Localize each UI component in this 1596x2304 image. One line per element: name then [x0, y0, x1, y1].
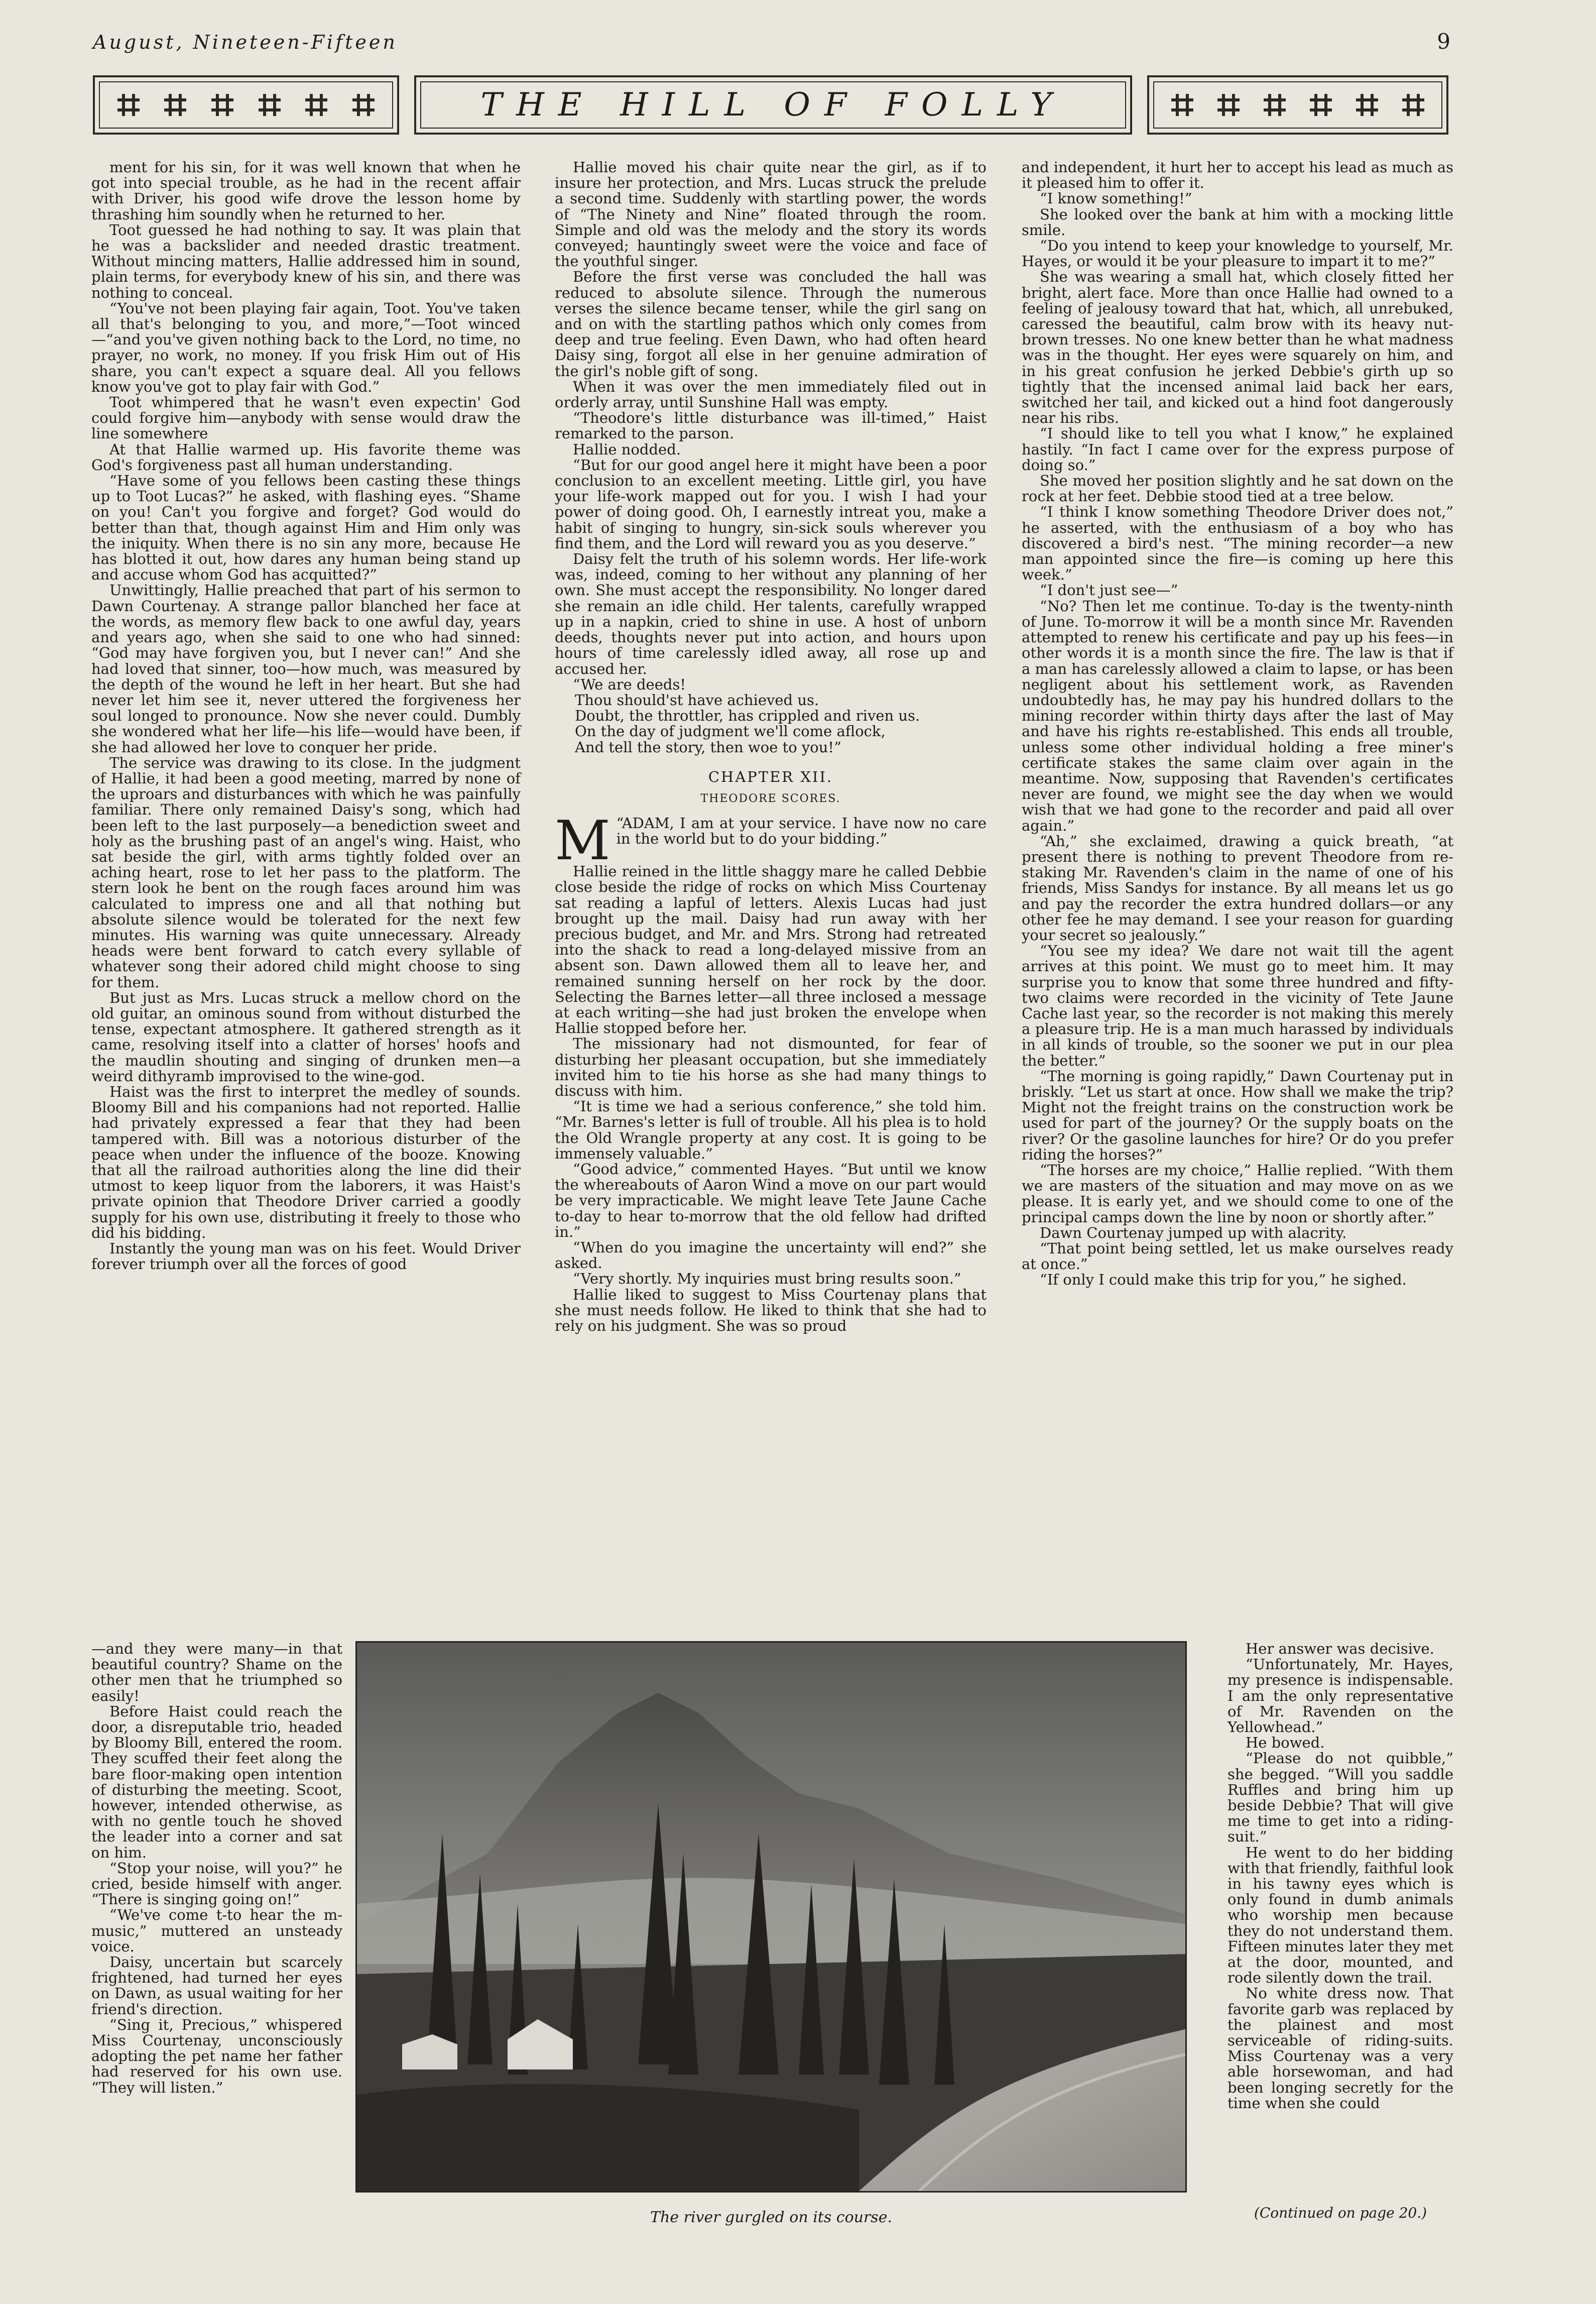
paragraph: “Unfortunately, Mr. Hayes, my presence is indispensable. I am the only representative of Mr. Ravenden on the Yellowhead.”: [1227, 1656, 1453, 1736]
paragraph: Unwittingly, Hallie preached that part of his sermon to Dawn Courtenay. A strange pallor blanched her face at the words, as memory flew back to one awful day, years and years ago, when she said to one who had sinned: “God may have forgiven you, but I never can!” And she had loved that sinner, too—how much, was measured by the depth of the wound he left in her heart. But she had never let him see it, never uttered the forgiveness her soul longed to pronounce. Now she never could. Dumbly she wondered what her life—his life—would have been, if she had allowed her love to conquer her pride.: [91, 582, 521, 756]
paragraph: “You've not been playing fair again, Toot. You've taken all that's belonging to you, and more,”—Toot winced—“and you've given nothing back to the Lord, no time, no prayer, no work, no money. If you frisk Him out of His share, you can't expect a square deal. All you fellows know you've got to play fair with God.”: [91, 299, 521, 395]
paragraph: Her answer was decisive.: [1246, 1640, 1434, 1657]
paragraph: “Stop your noise, will you?” he cried, beside himself with anger. “There is singing going on!”: [91, 1859, 342, 1908]
poem-line: Doubt, the throttler, has crippled and riven us.: [575, 707, 920, 725]
paragraph: Dawn Courtenay jumped up with alacrity.: [1040, 1224, 1347, 1241]
paragraph: “Theodore's little disturbance was ill-timed,” Haist remarked to the parson.: [555, 409, 987, 442]
paragraph: “It is time we had a serious conference,” she told him. “Mr. Barnes's letter is full of trouble. All his plea is to hold the Old Wrangle property at any cost. It is going to be immensely valuable.”: [555, 1098, 987, 1162]
poem-line: Thou should'st have achieved us.: [575, 691, 819, 709]
page-number: 9: [1437, 29, 1450, 54]
ornament-icon: [1214, 91, 1243, 119]
ornament-icon: [208, 91, 236, 119]
paragraph: Hallie liked to suggest to Miss Courtenay plans that she must needs follow. He liked to think that she had to rely on his judgment. She was so proud: [555, 1286, 987, 1335]
paragraph: “I should like to tell you what I know,” he explained hastily. “In fact I came over for the express purpose of doing so.”: [1022, 425, 1453, 474]
paragraph: But just as Mrs. Lucas struck a mellow chord on the old guitar, an ominous sound from without disturbed the tense, expectant atmosphere. It gathered strength as it came, resolving itself into a clatter of horses' hoofs and the maudlin shouting and singing of drunken men—a weird dithyramb improvised to the wine-god.: [91, 989, 521, 1085]
paragraph: “When do you imagine the uncertainty will end?” she asked.: [555, 1239, 987, 1272]
paragraph: “No? Then let me continue. To-day is the twenty-ninth of June. To-morrow it will be a month since Mr. Ravenden attempted to renew his certificate and pay up his fees—in other words it is a month since the fire. The law is that if a man has carelessly allowed a claim to lapse, or has been negligent about his settlement work, as Ravenden undoubtedly has, he may pay his hundred dollars to the mining recorder within thirty days after the last of May and have his rights re-established. This ends all trouble, unless some other individual holding a free miner's certificate stakes the same claim over again in the meantime. Now, supposing that Ravenden's certificates never are found, we might see the day when we would wish that we had gone to the recorder and paid all over again.”: [1022, 597, 1453, 834]
paragraph: He bowed.: [1246, 1734, 1325, 1752]
paragraph: “Sing it, Precious,” whispered Miss Courtenay, unconsciously adopting the pet name her father had reserved for his own use. “They will listen.”: [91, 2016, 342, 2096]
paragraph: No white dress now. That favorite garb was replaced by the plainest and most serviceable of riding-suits. Miss Courtenay was a very able horsewoman, and had been longing secretly for the time when she could: [1227, 1985, 1453, 2112]
text-column-3: [1022, 160, 1453, 1288]
ornament-icon: [256, 91, 284, 119]
ornament-icon: [1353, 91, 1381, 119]
paragraph: “Very shortly. My inquiries must bring results soon.”: [573, 1270, 961, 1288]
paragraph: “Do you intend to keep your knowledge to yourself, Mr. Hayes, or would it be your pleasure to impart it to me?”: [1022, 237, 1453, 270]
paragraph: “That point being settled, let us make ourselves ready at once.”: [1022, 1240, 1453, 1273]
continued-note: (Continued on page 20.): [1254, 2205, 1427, 2221]
ornament-icon: [1399, 91, 1427, 119]
paragraph: Daisy felt the truth of his solemn words. Her life-work was, indeed, coming to her without any planning of her own. She must accept the responsibility. No longer dared she remain an idle child. Her talents, carefully wrapped up in a napkin, cried to shine in use. A host of unborn deeds, thoughts never put into action, and hours upon hours of time carelessly idled away, all rose up and accused her.: [555, 550, 987, 677]
paragraph: When it was over the men immediately filed out in orderly array, until Sunshine Hall was empty.: [555, 378, 987, 411]
ornament-icon: [114, 91, 143, 119]
paragraph: Instantly the young man was on his feet. Would Driver forever triumph over all the forces of good: [91, 1240, 521, 1273]
ornament-icon: [349, 91, 378, 119]
text-column-1: [91, 160, 521, 1272]
paragraph: Before the first verse was concluded the hall was reduced to absolute silence. Through the numerous verses the silence became tenser, while the girl sang on and on with the startling pathos which only comes from deep and true feeling. Even Dawn, who had often heard Daisy sing, forgot all else in her genuine admiration of the girl's noble gift of song.: [555, 268, 987, 380]
paragraph: “Please do not quibble,” she begged. “Will you saddle Ruffles and bring him up beside Debbie? That will give me time to get into a riding-suit.”: [1227, 1750, 1453, 1846]
paragraph: She looked over the bank at him with a mocking little smile.: [1022, 205, 1453, 239]
paragraph: Hallie reined in the little shaggy mare he called Debbie close beside the ridge of rocks on which Miss Courtenay sat reading a lapful of letters. Alexis Lucas had just brought up the mail. Daisy had run away with her precious budget, and Mr. and Mrs. Strong had retreated into the shack to read a long-delayed missive from an absent son. Dawn allowed them all to leave her, and remained sunning herself on her rock by the door. Selecting the Barnes letter—all three inclosed a message at each writing—she had just broken the envelope when Hallie stopped before her.: [555, 863, 987, 1037]
paragraph: “If only I could make this trip for you,” he sighed.: [1040, 1271, 1407, 1289]
paragraph: —and they were many—in that beautiful country? Shame on the other men that he triumphed so easily!: [91, 1640, 342, 1704]
chapter-opening-text: “ADAM, I am at your service. I have now no care in the world but to do your bidding.”: [616, 815, 987, 848]
title-box: [414, 75, 1132, 135]
paragraph: “Have some of you fellows been casting these things up to Toot Lucas?” he asked, with flashing eyes. “Shame on you! Can't you forgive and forget? God would do better than that, though against Him and Him only was the iniquity. When there is no sin any more, because He has blotted it out, how dares any human being stand up and accuse whom God has acquitted?”: [91, 472, 521, 584]
paragraph: At that Hallie warmed up. His favorite theme was God's forgiveness past all human understanding.: [91, 440, 521, 474]
paragraph: Toot guessed he had nothing to say. It was plain that he was a backslider and needed drastic treatment. Without mincing matters, Hallie addressed him in sound, plain terms, for everybody knew of his sin, and there was nothing to conceal.: [91, 221, 521, 301]
ornament-icon: [1307, 91, 1335, 119]
landscape-photo: [355, 1641, 1187, 2193]
paragraph: Before Haist could reach the door, a disreputable trio, headed by Bloomy Bill, entered the room. They scuffed their feet along the bare floor-making open intention of disturbing the meeting. Scoot, however, intended otherwise, as with no gentle touch he shoved the leader into a corner and sat on him.: [91, 1702, 342, 1861]
poem-line: And tell the story, then woe to you!”: [575, 738, 841, 756]
paragraph: “Good advice,” commented Hayes. “But until we know the whereabouts of Aaron Wind a move on our part would be very impracticable. We might leave Tete Jaune Cache to-day to hear to-morrow that the old fellow had drifted in.”: [555, 1160, 987, 1240]
paragraph: ment for his sin, for it was well known that when he got into special trouble, as he had in the recent affair with Driver, his good wife drove the lesson home by thrashing him soundly when he returned to her.: [91, 159, 521, 223]
paragraph: “Ah,” she exclaimed, drawing a quick breath, “at present there is nothing to prevent Theodore from re-staking Mr. Ravenden's claim in the name of one of his friends, Miss Sandys for instance. By all means let us go and pay the recorder the extra hundred dollars—or any other fee he may demand. I see your reason for guarding your secret so jealously.”: [1022, 832, 1453, 944]
paragraph: “We are deeds!: [573, 675, 686, 693]
paragraph: “But for our good angel here it might have been a poor conclusion to an excellent meeting. Little girl, you have your life-work mapped out for you. I wish I had your power of doing good. Oh, I earnestly intreat you, make a habit of singing to hungry, sin-sick souls wherever you find them, and the Lord will reward you as you deserve.”: [555, 456, 987, 552]
paragraph: “I think I know something Theodore Driver does not,” he asserted, with the enthusiasm of a boy who has discovered a bird's nest. “The mining recorder—a new man appointed since the fire—is coming up here this week.”: [1022, 503, 1453, 584]
drop-cap: M: [555, 810, 610, 873]
text-column-1-lower: [91, 1641, 342, 2096]
chapter-heading: CHAPTER XII.: [708, 768, 833, 785]
text-column-2: [555, 160, 987, 1334]
paragraph: “You see my idea? We dare not wait till the agent arrives at this point. We must go to meet him. It may surprise you to know that some three hundred and fifty-two claims were recorded in the vicinity of Tete Jaune Cache last year, so the recorder is not making this merely a pleasure trip. He is a man much harassed by individuals in all kinds of trouble, so the sooner we put in our plea the better.”: [1022, 942, 1453, 1069]
paragraph: Toot whimpered that he wasn't even expectin' God could forgive him—anybody with sense would draw the line somewhere: [91, 394, 521, 442]
paragraph: “The horses are my choice,” Hallie replied. “With them we are masters of the situation and may move on as we please. It is early yet, and we should come to one of the principal camps down the line by noon or shortly after.”: [1022, 1162, 1453, 1226]
paragraph: The service was drawing to its close. In the judgment of Hallie, it had been a good meeting, marred by none of the uproars and disturbances with which he was painfully familiar. There only remained Daisy's song, which had been left to the last purposely—a benediction sweet and holy as the brushing past of an angel's wing. Haist, who sat beside the girl, with arms tightly folded over an aching heart, rose to let her pass to the platform. The stern look he bent on the rough faces around him was calculated to impress one and all that nothing but absolute silence would be tolerated for the next few minutes. His warning was quite unnecessary. Already heads were bent forward to catch every syllable of whatever song their adored child might choose to sing for them.: [91, 754, 521, 991]
paragraph: “The morning is going rapidly,” Dawn Courtenay put in briskly. “Let us start at once. How shall we make the trip? Might not the freight trains on the construction work be used for part of the journey? Or the supply boats on the river? Or the gasoline launches for hire? Or do you prefer riding the horses?”: [1022, 1067, 1453, 1163]
poem-line: On the day of judgment we'll come aflock,: [575, 723, 886, 740]
running-head: August, Nineteen-Fifteen: [93, 31, 398, 53]
text-column-3-lower: [1227, 1641, 1453, 2111]
ornament-icon: [161, 91, 189, 119]
paragraph: “We've come t-to hear the m-music,” muttered an unsteady voice.: [91, 1906, 342, 1955]
ornament-icon: [302, 91, 330, 119]
chapter-opening: [555, 810, 987, 873]
paragraph: Daisy, uncertain but scarcely frightened, had turned her eyes on Dawn, as usual waiting for her friend's direction.: [91, 1953, 342, 2018]
chapter-subtitle: THEODORE SCORES.: [700, 792, 841, 805]
title-banner: [93, 75, 1448, 135]
paragraph: Hallie moved his chair quite near the girl, as if to insure her protection, and Mrs. Lucas struck the prelude a second time. Suddenly with startling power, the words of “The Ninety and Nine” floated through the room. Simple and old was the melody and the story its words conveyed; hauntingly sweet were the voice and face of the youthful singer.: [555, 159, 987, 270]
story-title: THE HILL OF FOLLY: [480, 86, 1066, 124]
paragraph: The missionary had not dismounted, for fear of disturbing her pleasant occupation, but she immediately invited him to tie his horse as she had many things to discuss with him.: [555, 1035, 987, 1099]
ornament-right: [1147, 75, 1448, 135]
paragraph: and independent, it hurt her to accept his lead as much as it pleased him to offer it.: [1022, 159, 1453, 192]
paragraph: Haist was the first to interpret the medley of sounds. Bloomy Bill and his companions had not reported. Hallie had privately expressed a fear that they had been tampered with. Bill was a notorious disturber of the peace when under the influence of the booze. Knowing that all the railroad authorities along the line did their utmost to keep liquor from the laborers, it was Haist's private opinion that Theodore Driver carried a goodly supply for his own use, distributing it freely to those who did his bidding.: [91, 1083, 521, 1241]
paragraph: She was wearing a small hat, which closely fitted her bright, alert face. More than once Hallie had owned to a feeling of jealousy toward that hat, which, all unrebuked, caressed the beautiful, calm brow with its heavy nut-brown tresses. No one knew better than he what madness was in the thought. Her eyes were squarely on him, and in his great confusion he jerked Debbie's girth up so tightly that the incensed animal laid back her ears, switched her tail, and kicked out a hind foot dangerously near his ribs.: [1022, 268, 1453, 427]
ornament-left: [93, 75, 399, 135]
paragraph: He went to do her bidding with that friendly, faithful look in his tawny eyes which is only found in dumb animals who worship men because they do not understand them. Fifteen minutes later they met at the door, mounted, and rode silently down the trail.: [1227, 1844, 1453, 1987]
paragraph: Hallie nodded.: [573, 440, 681, 458]
paragraph: She moved her position slightly and he sat down on the rock at her feet. Debbie stood tied at a tree below.: [1022, 472, 1453, 505]
paragraph: “I don't just see—”: [1040, 582, 1178, 599]
ornament-icon: [1261, 91, 1289, 119]
photo-caption: The river gurgled on its course.: [650, 2209, 892, 2226]
paragraph: “I know something!”: [1040, 190, 1192, 207]
ornament-icon: [1168, 91, 1196, 119]
